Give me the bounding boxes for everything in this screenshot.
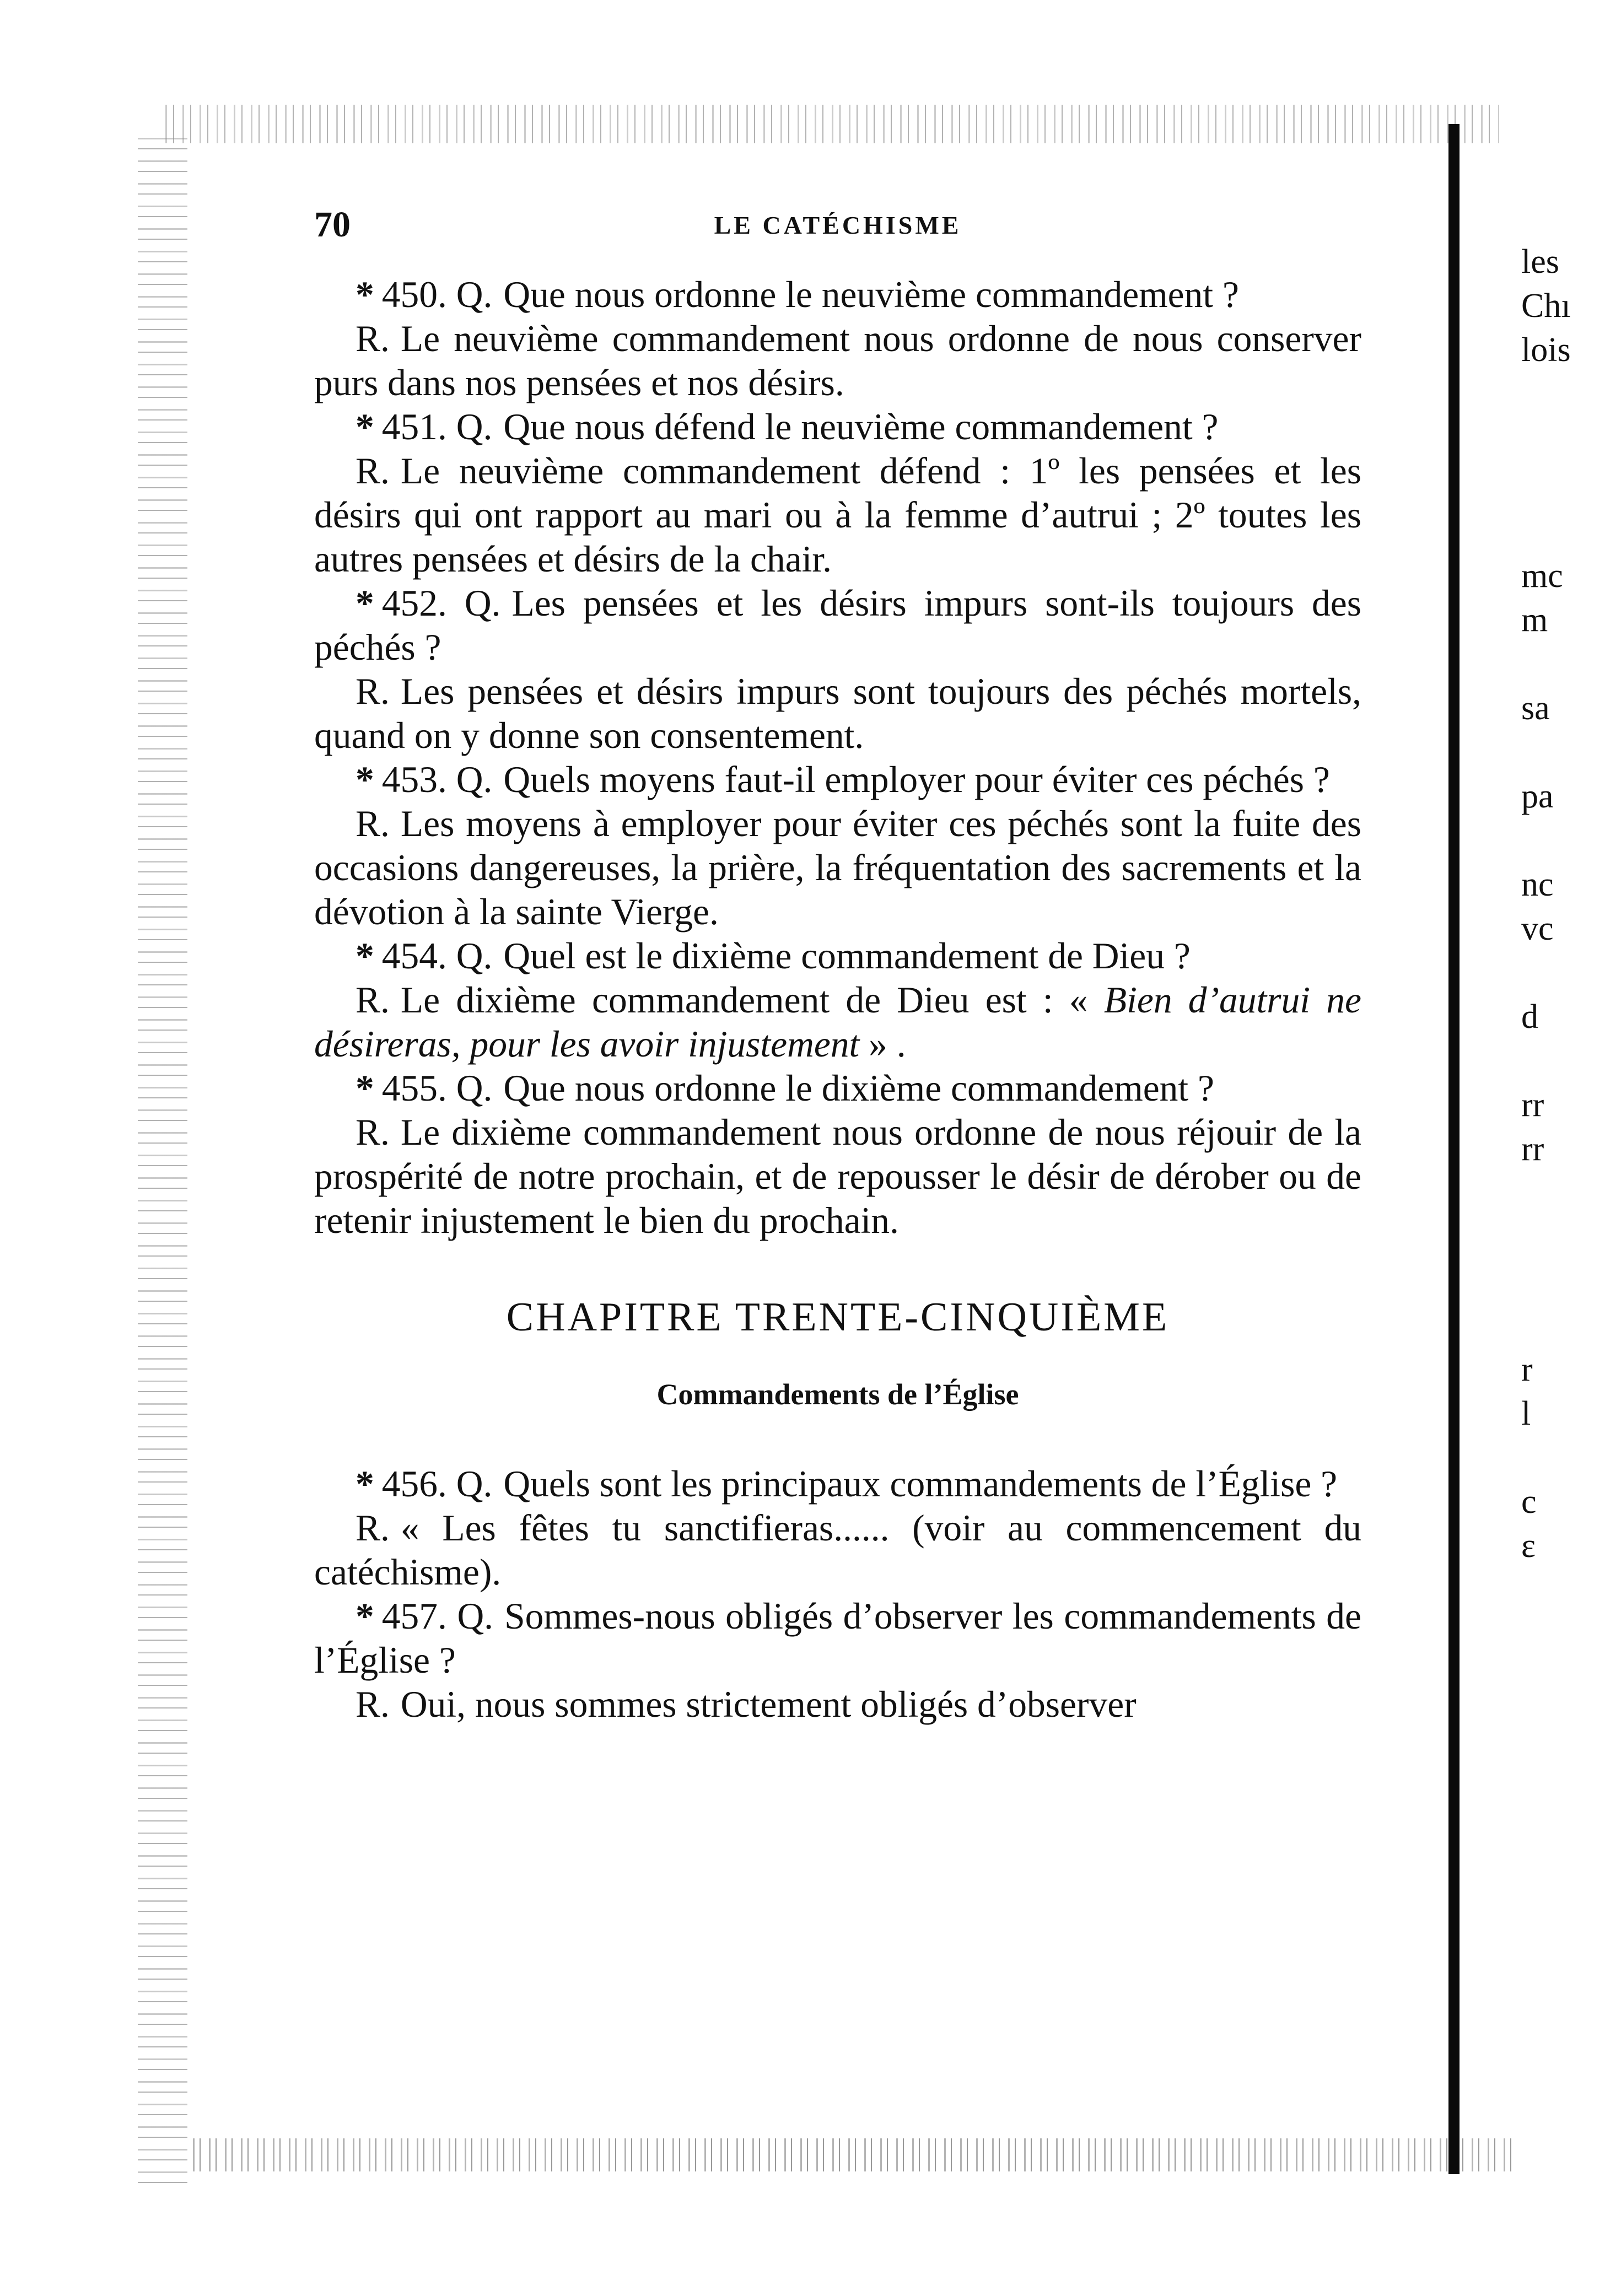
- facing-fragment: Chı: [1521, 287, 1571, 325]
- question: * 455. Q. Que nous ordonne le dixième commandement ?: [356, 1068, 1214, 1109]
- facing-fragment: l: [1521, 1395, 1531, 1432]
- qa-section-2: [314, 1462, 1361, 1727]
- qa-section-1: [314, 273, 1361, 1243]
- facing-fragment: rr: [1521, 1086, 1544, 1124]
- facing-fragment: d: [1521, 998, 1538, 1036]
- answer: R. Le neuvième commandement défend : 1º les pensées et les désirs qui ont rapport au mari ou à la femme d’autrui ; 2º toutes les autres pensées et désirs de la chair.: [314, 450, 1361, 580]
- facing-fragment: rr: [1521, 1130, 1544, 1168]
- scan-noise-top: [165, 105, 1499, 143]
- answer: R. Les pensées et désirs impurs sont toujours des péchés mortels, quand on y donne son consentement.: [314, 671, 1361, 756]
- facing-fragment: sa: [1521, 689, 1550, 727]
- book-page: [314, 204, 1361, 1727]
- running-head: [314, 204, 1361, 245]
- question: * 453. Q. Quels moyens faut-il employer pour éviter ces péchés ?: [356, 759, 1330, 800]
- page-number: 70: [314, 204, 351, 245]
- question: * 457. Q. Sommes-nous obligés d’observer les commandements de l’Église ?: [314, 1596, 1362, 1681]
- chapter-subtitle: Commandements de l’Église: [656, 1378, 1019, 1411]
- answer: R. Le dixième commandement nous ordonne de nous réjouir de la prospérité de notre prochain, et de repousser le désir de dérober ou de retenir injustement le bien du prochain.: [314, 1112, 1361, 1241]
- facing-fragment: lois: [1521, 331, 1571, 369]
- answer: R. « Les fêtes tu sanctifieras...... (voir au commencement du catéchisme).: [314, 1507, 1361, 1593]
- answer: R. Le neuvième commandement nous ordonne de nous conserver purs dans nos pensées et nos désirs.: [314, 318, 1361, 403]
- chapter-title: CHAPITRE TRENTE-CINQUIÈME: [506, 1295, 1170, 1340]
- answer: R. Oui, nous sommes strictement obligés d’observer: [356, 1684, 1137, 1725]
- running-title: LE CATÉCHISME: [714, 211, 962, 239]
- facing-fragment: r: [1521, 1351, 1533, 1388]
- question: * 452. Q. Les pensées et les désirs impurs sont-ils toujours des péchés ?: [314, 583, 1361, 668]
- facing-fragment: nc: [1521, 866, 1554, 903]
- facing-fragment: ɛ: [1521, 1527, 1536, 1565]
- facing-fragment: vc: [1521, 910, 1554, 947]
- facing-fragment: les: [1521, 243, 1559, 281]
- question: * 451. Q. Que nous défend le neuvième commandement ?: [356, 406, 1219, 448]
- answer: R. Le dixième commandement de Dieu est : « Bien d’autrui ne désireras, pour les avoir injustement » .: [314, 979, 1361, 1065]
- scan-noise-bottom: [193, 2138, 1516, 2171]
- facing-fragment: mc: [1521, 557, 1563, 595]
- page-gutter: [1448, 124, 1460, 2174]
- quoted-commandment: Bien d’autrui ne désireras, pour les avoir injustement: [314, 979, 1361, 1065]
- answer: R. Les moyens à employer pour éviter ces péchés sont la fuite des occasions dangereuses, la prière, la fréquentation des sacrements et la dévotion à la sainte Vierge.: [314, 803, 1361, 933]
- question: * 454. Q. Quel est le dixième commandement de Dieu ?: [356, 935, 1191, 977]
- scan-noise-left: [138, 138, 187, 2188]
- question: * 450. Q. Que nous ordonne le neuvième commandement ?: [356, 274, 1239, 315]
- facing-fragment: pa: [1521, 778, 1554, 815]
- question: * 456. Q. Quels sont les principaux commandements de l’Église ?: [356, 1463, 1338, 1505]
- facing-fragment: c: [1521, 1483, 1537, 1521]
- facing-fragment: m: [1521, 601, 1548, 639]
